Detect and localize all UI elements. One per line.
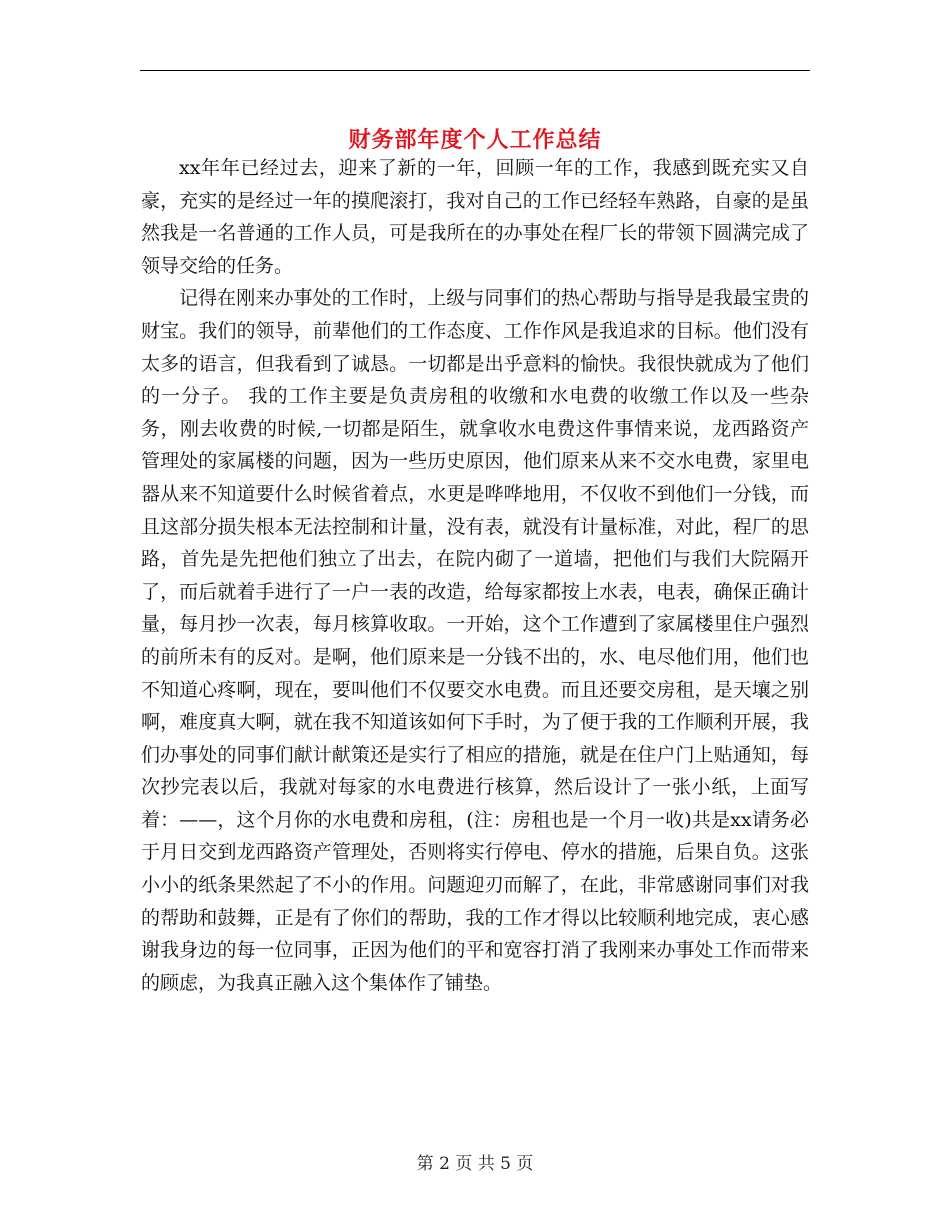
- document-title: 财务部年度个人工作总结: [348, 126, 602, 153]
- paragraph-1: xx年年已经过去，迎来了新的一年，回顾一年的工作，我感到既充实又自豪，充实的是经过一年的摸爬滚打，我对自己的工作已经轻车熟路，自豪的是虽然我是一名普通的工作人员，可是我所在的办事处在程厂长的带领下圆满完成了领导交给的任务。: [141, 157, 809, 277]
- page-number: 第 2 页 共 5 页: [416, 1154, 534, 1174]
- paragraph-2: 记得在刚来办事处的工作时，上级与同事们的热心帮助与指导是我最宝贵的财宝。我们的领导，前辈他们的工作态度、工作作风是我追求的目标。他们没有太多的语言，但我看到了诚恳。一切都是出乎意料的愉快。我很快就成为了他们的一分子。 我的工作主要是负责房租的收缴和水电费的收缴工作以及一些杂务，刚去收费的时候,一切都是陌生，就拿收水电费这件事情来说，龙西路资产管理处的家属楼的问题，因为一些历史原因，他们原来从来不交水电费，家里电器从来不知道要什么时候省着点，水更是哗哗地用，不仅收不到他们一分钱，而且这部分损失根本无法控制和计量，没有表，就没有计量标准，对此，程厂的思路，首先是先把他们独立了出去，在院内砌了一道墙，把他们与我们大院隔开了，而后就着手进行了一户一表的改造，给每家都按上水表，电表，确保正确计量，每月抄一次表，每月核算收取。一开始，这个工作遭到了家属楼里住户强烈的前所未有的反对。是啊，他们原来是一分钱不出的，水、电尽他们用，他们也不知道心疼啊，现在，要叫他们不仅要交水电费。而且还要交房租，是天壤之别啊，难度真大啊，就在我不知道该如何下手时，为了便于我的工作顺利开展，我们办事处的同事们献计献策还是实行了相应的措施，就是在住户门上贴通知，每次抄完表以后，我就对每家的水电费进行核算，然后设计了一张小纸，上面写着：——，这个月你的水电费和房租，(注：房租也是一个月一收)共是xx请务必于月日交到龙西路资产管理处，否则将实行停电、停水的措施，后果自负。这张小小的纸条果然起了不小的作用。问题迎刃而解了，在此，非常感谢同事们对我的帮助和鼓舞，正是有了你们的帮助，我的工作才得以比较顺利地完成，衷心感谢我身边的每一位同事，正因为他们的平和宽容打消了我刚来办事处工作而带来的顾虑，为我真正融入这个集体作了铺垫。: [141, 287, 809, 994]
- header-rule: [140, 70, 810, 71]
- document-body: [141, 152, 809, 999]
